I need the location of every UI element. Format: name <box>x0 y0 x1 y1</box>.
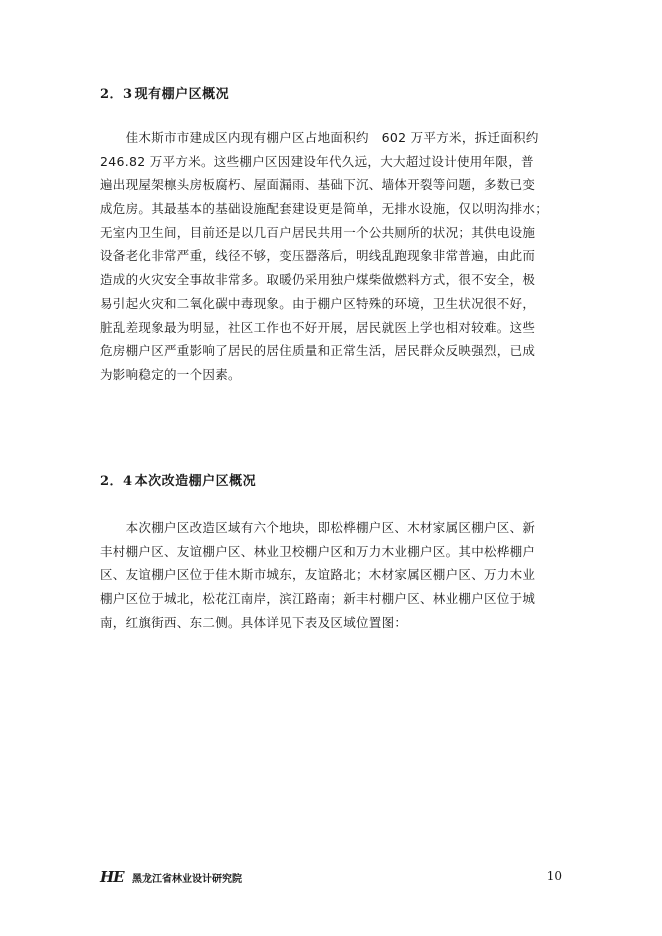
text-line: 脏乱差现象最为明显，社区工作也不好开展，居民就医上学也相对较难。这些 <box>100 319 536 335</box>
text-line: 本次棚户区改造区域有六个地块，即松桦棚户区、木材家属区棚户区、新 <box>100 520 536 535</box>
text-line: 设备老化非常严重，线径不够，变压器落后，明线乱跑现象非常普遍，由此而 <box>100 248 536 264</box>
section-heading-2-4 <box>100 470 256 489</box>
paragraph-existing-shantytowns <box>100 126 560 387</box>
text-line: 区、友谊棚户区位于佳木斯市城东，友谊路北；木材家属区棚户区、万力木业 <box>100 567 536 583</box>
text-line: 246.82 万平方米。这些棚户区因建设年代久远，大大超过设计使用年限，普 <box>100 153 534 169</box>
text-line: 丰村棚户区、友谊棚户区、林业卫校棚户区和万力木业棚户区。其中松桦棚户 <box>100 543 536 559</box>
text-line: 易引起火灾和二氧化碳中毒现象。由于棚户区特殊的环境，卫生状况很不好， <box>100 295 536 311</box>
text-line: 棚户区位于城北，松花江南岸，滨江路南；新丰村棚户区、林业棚户区位于城 <box>100 591 536 607</box>
page-number: 10 <box>546 869 562 883</box>
paragraph-renovation-scope <box>100 516 560 634</box>
section-number: 2．3 <box>100 87 133 102</box>
text-line: 佳木斯市市建成区内现有棚户区占地面积约 602 万平方米，拆迁面积约 <box>100 130 539 145</box>
footer-logo: HE <box>100 868 124 886</box>
footer-organization: 黑龙江省林业设计研究院 <box>132 874 242 885</box>
text-line: 为影响稳定的一个因素。 <box>100 366 241 382</box>
text-line: 造成的火灾安全事故非常多。取暖仍采用独户煤柴做燃料方式，很不安全，极 <box>100 272 536 288</box>
section-title: 现有棚户区概况 <box>134 87 230 102</box>
text-line: 遍出现屋架檩头房板腐朽、屋面漏雨、基础下沉、墙体开裂等问题，多数已变 <box>100 177 536 193</box>
section-heading-2-3 <box>100 83 229 102</box>
text-line: 成危房。其最基本的基础设施配套建设更是简单，无排水设施，仅以明沟排水； <box>100 201 549 217</box>
section-number: 2．4 <box>100 474 133 489</box>
text-line: 南，红旗街西、东二侧。具体详见下表及区域位置图： <box>100 614 408 630</box>
section-title: 本次改造棚户区概况 <box>134 474 257 489</box>
text-line: 危房棚户区严重影响了居民的居住质量和正常生活，居民群众反映强烈，已成 <box>100 343 536 359</box>
text-line: 无室内卫生间，目前还是以几百户居民共用一个公共厕所的状况；其供电设施 <box>100 224 536 240</box>
